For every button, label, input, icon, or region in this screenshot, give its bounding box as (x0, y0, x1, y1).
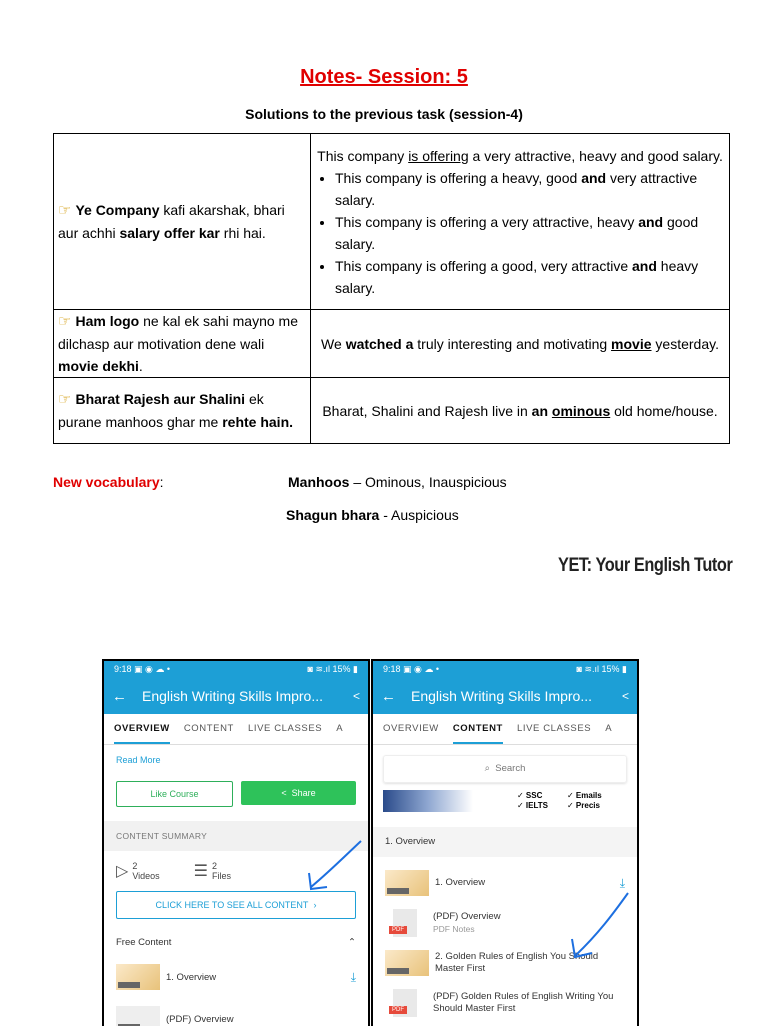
content-stats (104, 851, 368, 891)
files-stat: ☰ 2 Files (193, 861, 232, 881)
text: rhi hai. (219, 225, 266, 241)
pointing-hand-icon: ☞ (58, 202, 72, 219)
download-icon[interactable]: ⤓ (619, 875, 625, 890)
read-more-link[interactable]: Read More (116, 755, 161, 765)
share-icon[interactable]: < (621, 689, 629, 703)
pointing-hand-icon: ☞ (58, 391, 72, 408)
download-icon[interactable]: ⤓ (350, 969, 356, 984)
table-row (54, 310, 730, 378)
bold-text: Ye Company (75, 202, 160, 218)
notes-subtitle: Solutions to the previous task (session-4) (245, 106, 523, 122)
list-item[interactable]: PDF (PDF) Overview PDF Notes (385, 909, 625, 937)
list-item: • This company is offering a heavy, good and very attractive salary. (335, 167, 725, 211)
see-all-content-button[interactable]: CLICK HERE TO SEE ALL CONTENT › (116, 891, 356, 919)
videos-stat: ▷ 2 Videos (116, 861, 160, 881)
text: This company (317, 147, 409, 164)
play-circle-icon: ▷ (116, 863, 129, 880)
hindi-sentence-cell: ☞ Ham logo ne kal ek sahi mayno me dilchasp aur motivation dene wali movie dekhi. (54, 310, 311, 378)
back-arrow-icon[interactable]: ← (112, 687, 127, 705)
list-item[interactable]: (PDF) Overview (116, 1006, 356, 1026)
status-bar: 9:18 ▣ ◉ ☁ • ◙ ≋.ıl 15% ▮ (104, 661, 368, 678)
tab-content[interactable]: CONTENT (183, 723, 234, 734)
chevron-up-icon: ⌃ (348, 937, 356, 948)
section-header[interactable]: 1. Overview (373, 827, 637, 857)
tab-more[interactable]: A (336, 723, 344, 734)
search-input[interactable]: ⌕ Search (383, 755, 627, 783)
tab-bar (373, 714, 637, 745)
list-item[interactable]: 2. Golden Rules of English You Should Master First (385, 949, 625, 977)
list-item[interactable]: 1. Overview ⤓ (385, 869, 625, 897)
english-translation-cell (311, 134, 730, 310)
table-row (54, 134, 730, 310)
video-thumbnail (116, 964, 160, 990)
video-thumbnail (385, 950, 429, 976)
app-bar (104, 678, 368, 714)
content-summary-header: CONTENT SUMMARY (104, 821, 368, 851)
list-item: • This company is offering a good, very attractive and heavy salary. (335, 255, 725, 299)
vocab-entry: Shagun bhara - Auspicious (286, 507, 459, 523)
tab-overview[interactable]: OVERVIEW (383, 723, 439, 734)
share-icon[interactable]: < (352, 689, 360, 703)
file-icon: ☰ (193, 863, 209, 880)
app-bar (373, 678, 637, 714)
vocab-entry: Manhoos – Ominous, Inauspicious (288, 474, 507, 490)
status-bar: 9:18 ▣ ◉ ☁ • ◙ ≋.ıl 15% ▮ (373, 661, 637, 678)
tab-content[interactable]: CONTENT (453, 714, 503, 744)
pdf-icon: PDF (393, 989, 417, 1017)
course-title: English Writing Skills Impro... (142, 688, 324, 704)
list-item[interactable]: PDF (PDF) Golden Rules of English Writing You Should Master First (385, 989, 625, 1017)
tab-live-classes[interactable]: LIVE CLASSES (516, 723, 592, 734)
banner-image (383, 790, 473, 812)
pdf-icon: PDF (393, 909, 417, 937)
share-icon: < (281, 788, 292, 798)
list-item[interactable]: 1. Overview ⤓ (116, 964, 356, 990)
search-icon: ⌕ (484, 763, 496, 774)
tab-more[interactable]: A (605, 723, 613, 734)
notes-title: Notes- Session: 5 (300, 66, 468, 88)
english-translation-cell: We watched a truly interesting and motivating movie yesterday. (311, 310, 730, 378)
phone-screenshot-content (371, 659, 639, 1026)
vocab-label: New vocabulary: (53, 474, 164, 490)
course-banner: ✓ SSC ✓ Emails ✓ IELTS ✓ Precis (383, 789, 627, 813)
english-translation-cell: Bharat, Shalini and Rajesh live in an ominous old home/house. (311, 378, 730, 444)
table-row (54, 378, 730, 444)
pointing-hand-icon: ☞ (58, 313, 72, 330)
free-content-header[interactable]: Free Content ⌃ (116, 937, 356, 948)
tab-live-classes[interactable]: LIVE CLASSES (247, 723, 323, 734)
chevron-right-icon: › (313, 900, 317, 910)
tab-overview[interactable]: OVERVIEW (114, 714, 170, 744)
solutions-table (53, 133, 730, 444)
underlined-text: is offering (408, 147, 469, 164)
back-arrow-icon[interactable]: ← (381, 687, 396, 705)
text: a very attractive, heavy and good salary. (468, 147, 723, 164)
bold-text: salary offer kar (119, 225, 220, 241)
video-thumbnail (385, 870, 429, 896)
phone-screenshot-overview (102, 659, 370, 1026)
action-buttons (116, 781, 356, 807)
hindi-sentence-cell (54, 134, 311, 310)
alternatives-list (315, 167, 725, 299)
brand-logo-text: YET: Your English Tutor (558, 555, 733, 576)
share-button[interactable]: < Share (241, 781, 356, 805)
tab-bar (104, 714, 368, 745)
like-course-button[interactable]: Like Course (116, 781, 233, 807)
list-item: • This company is offering a very attractive, heavy and good salary. (335, 211, 725, 255)
course-title: English Writing Skills Impro... (411, 688, 593, 704)
file-thumbnail (116, 1006, 160, 1026)
text: kafi akarshak, bhari aur achhi (58, 202, 285, 241)
hindi-sentence-cell: ☞ Bharat Rajesh aur Shalini ek purane manhoos ghar me rehte hain. (54, 378, 311, 444)
